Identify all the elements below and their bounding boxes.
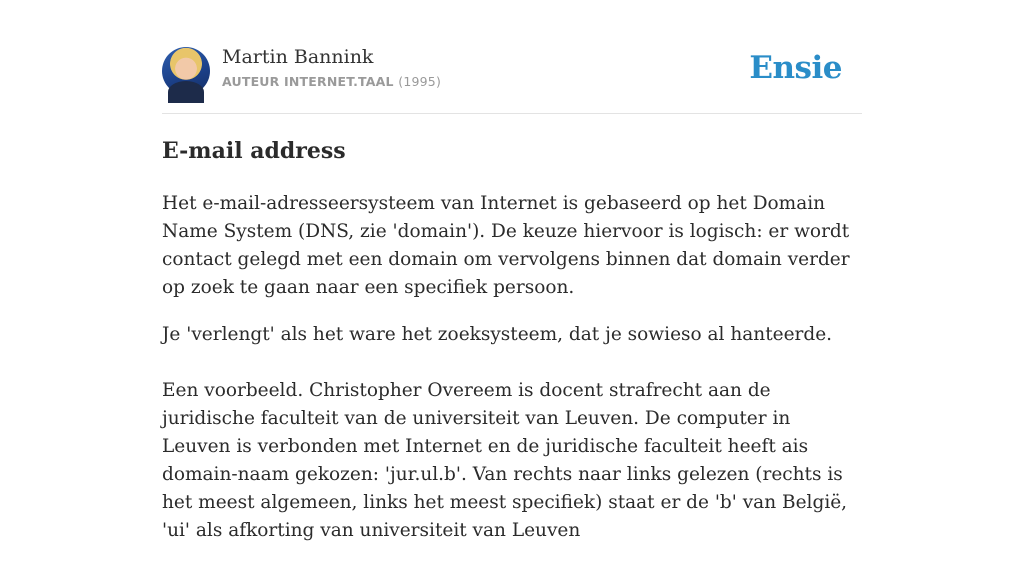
article-paragraph: Je 'verlengt' als het ware het zoeksysteem, dat je sowieso al hanteerde.: [162, 324, 833, 345]
author-name[interactable]: Martin Bannink: [222, 46, 374, 68]
brand-logo[interactable]: Ensie: [749, 50, 842, 86]
article-body: [162, 190, 862, 564]
author-avatar[interactable]: [162, 47, 210, 95]
article-paragraph: Het e-mail-adresseersysteem van Internet is gebaseerd op het Domain Name System (DNS, zie 'domain'). De keuze hiervoor is logisch: er wordt contact gelegd met een domain om vervolgens binnen dat domain verder op zoek te gaan naar een specifiek persoon.: [162, 193, 850, 298]
article-paragraph: Een voorbeeld. Christopher Overeem is docent strafrecht aan de juridische faculteit van de universiteit van Leuven. De computer in Leuven is verbonden met Internet en de juridische faculteit heeft ais domain-naam gekozen: 'jur.ul.b'. Van rechts naar links gelezen (rechts is het meest algemeen, links het meest specifiek) staat er de 'b' van België, 'ui' als afkorting van universiteit van Leuven: [162, 380, 848, 541]
author-year: (1995): [398, 74, 442, 89]
author-header: [162, 46, 862, 96]
author-role: [222, 74, 441, 89]
header-divider: [162, 113, 862, 114]
author-role-label: AUTEUR INTERNET.TAAL: [222, 74, 394, 89]
article-title: E-mail address: [162, 138, 346, 164]
